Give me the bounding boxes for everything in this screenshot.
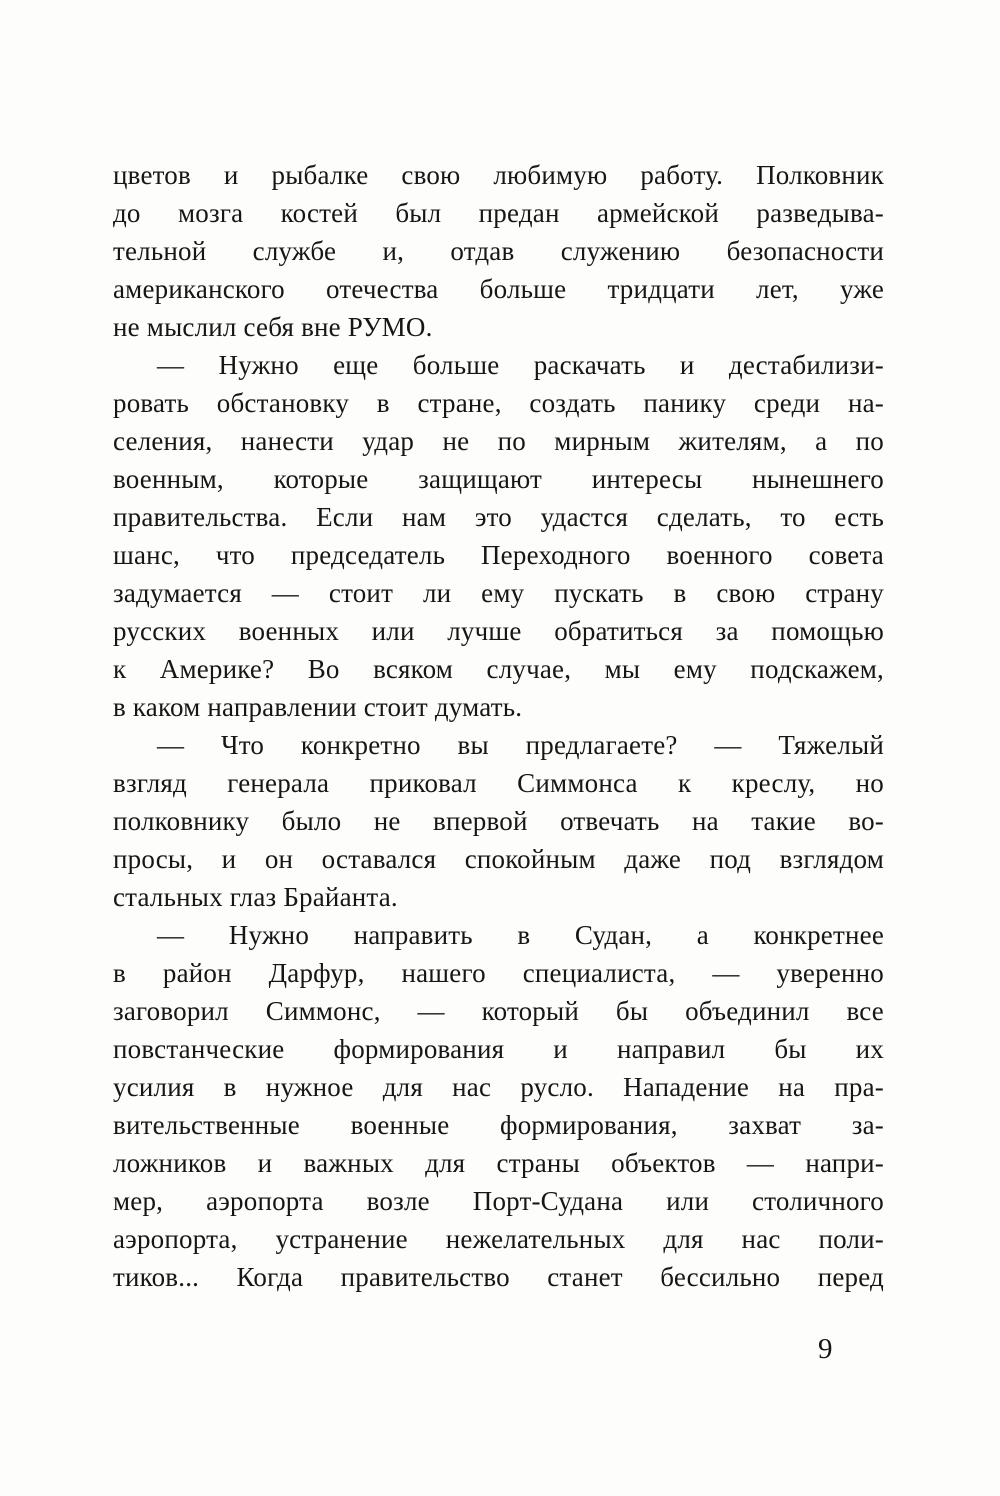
text-line: не мыслил себя вне РУМО. [113, 312, 433, 342]
text-line: заговорил Симмонс, — который бы объединил все [113, 996, 884, 1026]
text-line: правительства. Если нам это удастся сделать, то есть [113, 502, 884, 532]
page-number: 9 [818, 1333, 833, 1365]
text-line: ровать обстановку в стране, создать панику среди на- [113, 388, 884, 418]
text-line: в район Дарфур, нашего специалиста, — уверенно [113, 958, 884, 988]
text-line: мер, аэропорта возле Порт-Судана или столичного [113, 1186, 884, 1216]
text-line: к Америке? Во всяком случае, мы ему подскажем, [113, 654, 884, 684]
text-block [113, 156, 884, 1296]
text-line: задумается — стоит ли ему пускать в свою страну [113, 578, 884, 608]
text-line: русских военных или лучше обратиться за помощью [113, 616, 884, 646]
text-line: просы, и он оставался спокойным даже под взглядом [113, 844, 884, 874]
text-line: — Что конкретно вы предлагаете? — Тяжелый [157, 730, 884, 760]
text-line: — Нужно направить в Судан, а конкретнее [157, 920, 884, 950]
text-line: селения, нанести удар не по мирным жителям, а по [113, 426, 884, 456]
paragraph [113, 346, 884, 726]
text-line: взгляд генерала приковал Симмонса к креслу, но [113, 768, 884, 798]
text-line: тельной службе и, отдав служению безопасности [113, 236, 884, 266]
text-line: ложников и важных для страны объектов — напри- [113, 1148, 884, 1178]
text-line: полковнику было не впервой отвечать на такие во- [113, 806, 884, 836]
text-line: — Нужно еще больше раскачать и дестабилизи- [157, 350, 884, 380]
text-line: повстанческие формирования и направил бы их [113, 1034, 884, 1064]
paragraph [113, 156, 884, 346]
text-line: американского отечества больше тридцати лет, уже [113, 274, 884, 304]
paragraph [113, 726, 884, 916]
text-line: цветов и рыбалке свою любимую работу. Полковник [113, 160, 884, 190]
text-line: военным, которые защищают интересы нынешнего [113, 464, 884, 494]
paragraph [113, 916, 884, 1296]
text-line: тиков... Когда правительство станет бессильно перед [113, 1262, 884, 1292]
text-line: вительственные военные формирования, захват за- [113, 1110, 884, 1140]
text-line: аэропорта, устранение нежелательных для нас поли- [113, 1224, 884, 1254]
text-line: стальных глаз Брайанта. [113, 882, 398, 912]
text-line: до мозга костей был предан армейской разведыва- [113, 198, 884, 228]
text-line: в каком направлении стоит думать. [113, 692, 523, 722]
text-line: шанс, что председатель Переходного военного совета [113, 540, 884, 570]
text-line: усилия в нужное для нас русло. Нападение на пра- [113, 1072, 884, 1102]
